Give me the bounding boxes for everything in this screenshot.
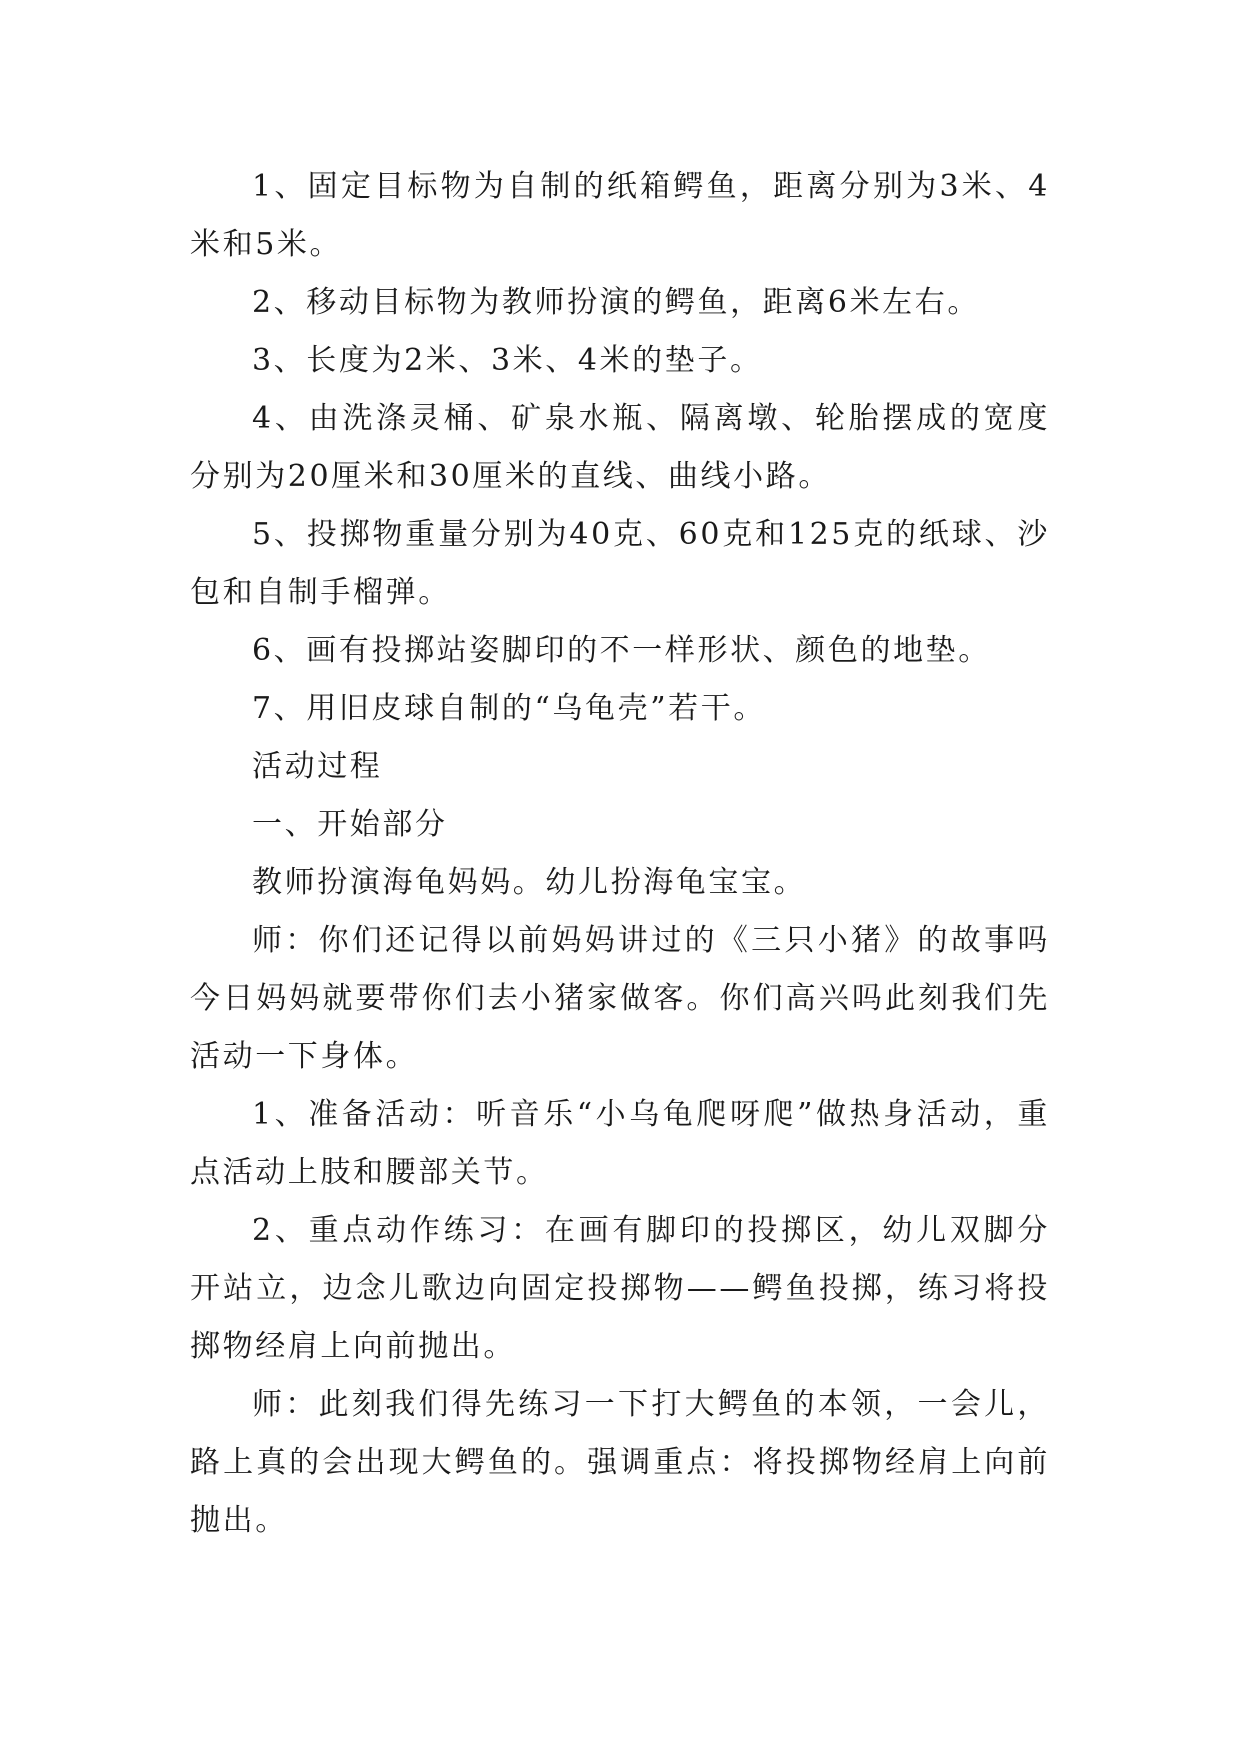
paragraph-teacher-intro: 师：你们还记得以前妈妈讲过的《三只小猪》的故事吗今日妈妈就要带你们去小猪家做客。你们高兴吗此刻我们先活动一下身体。 — [190, 923, 1050, 1074]
paragraph-materials-1: 1、固定目标物为自制的纸箱鳄鱼，距离分别为3米、4米和5米。 — [190, 169, 1050, 262]
paragraph-materials-5: 5、投掷物重量分别为40克、60克和125克的纸球、沙包和自制手榴弹。 — [190, 517, 1050, 610]
paragraph-materials-3: 3、长度为2米、3米、4米的垫子。 — [252, 343, 763, 378]
section-heading-opening: 一、开始部分 — [252, 807, 448, 842]
paragraph-roles: 教师扮演海龟妈妈。幼儿扮海龟宝宝。 — [252, 865, 807, 900]
paragraph-key-practice: 2、重点动作练习：在画有脚印的投掷区，幼儿双脚分开站立，边念儿歌边向固定投掷物——鳄鱼投掷，练习将投掷物经肩上向前抛出。 — [190, 1213, 1050, 1364]
paragraph-materials-4: 4、由洗涤灵桶、矿泉水瓶、隔离墩、轮胎摆成的宽度分别为20厘米和30厘米的直线、曲线小路。 — [190, 401, 1050, 494]
document-body — [190, 158, 1050, 1550]
paragraph-materials-7: 7、用旧皮球自制的“乌龟壳”若干。 — [252, 691, 766, 726]
paragraph-materials-6: 6、画有投掷站姿脚印的不一样形状、颜色的地垫。 — [252, 633, 991, 668]
paragraph-materials-2: 2、移动目标物为教师扮演的鳄鱼，距离6米左右。 — [252, 285, 980, 320]
section-heading-activity-process: 活动过程 — [252, 749, 383, 784]
paragraph-warmup: 1、准备活动：听音乐“小乌龟爬呀爬”做热身活动，重点活动上肢和腰部关节。 — [190, 1097, 1050, 1190]
paragraph-teacher-emphasis: 师：此刻我们得先练习一下打大鳄鱼的本领，一会儿，路上真的会出现大鳄鱼的。强调重点：将投掷物经肩上向前抛出。 — [190, 1387, 1050, 1538]
